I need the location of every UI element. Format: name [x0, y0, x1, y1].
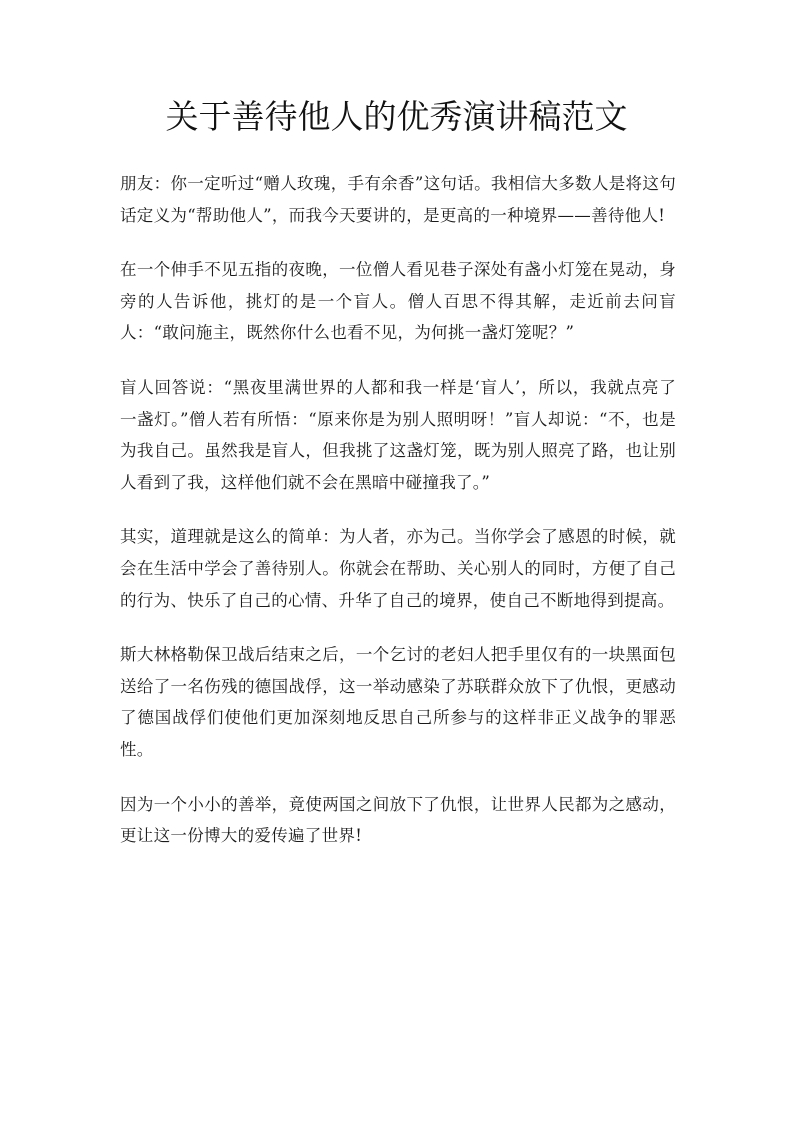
paragraph-5: 斯大林格勒保卫战后结束之后，一个乞讨的老妇人把手里仅有的一块黑面包送给了一名伤残的德国战俘，这一举动感染了苏联群众放下了仇恨，更感动了德国战俘们使他们更加深刻地反思自己所参与的这样非正义战争的罪恶性。	[120, 645, 676, 759]
paragraph-3: 盲人回答说：“黑夜里满世界的人都和我一样是‘盲人’，所以，我就点亮了一盏灯。”僧人若有所悟：“原来你是为别人照明呀！”盲人却说：“不，也是为我自己。虽然我是盲人，但我挑了这盏灯笼，既为别人照亮了路，也让别人看到了我，这样他们就不会在黑暗中碰撞我了。”	[120, 377, 676, 492]
paragraph-1: 朋友：你一定听过“赠人玫瑰，手有余香”这句话。我相信大多数人是将这句话定义为“帮助他人”，而我今天要讲的，是更高的一种境界——善待他人!	[120, 174, 676, 225]
paragraph-6: 因为一个小小的善举，竟使两国之间放下了仇恨，让世界人民都为之感动，更让这一份博大的爱传遍了世界!	[120, 794, 676, 846]
paragraph-2: 在一个伸手不见五指的夜晚，一位僧人看见巷子深处有盏小灯笼在晃动，身旁的人告诉他，挑灯的是一个盲人。僧人百思不得其解，走近前去问盲人：“敢问施主，既然你什么也看不见，为何挑一盏灯笼呢？”	[120, 260, 676, 343]
document-title: 关于善待他人的优秀演讲稿范文	[165, 97, 628, 136]
document-body	[120, 168, 676, 875]
paragraph-4: 其实，道理就是这么的简单：为人者，亦为己。当你学会了感恩的时候，就会在生活中学会了善待别人。你就会在帮助、关心别人的同时，方便了自己的行为、快乐了自己的心情、升华了自己的境界，使自己不断地得到提高。	[120, 527, 676, 610]
